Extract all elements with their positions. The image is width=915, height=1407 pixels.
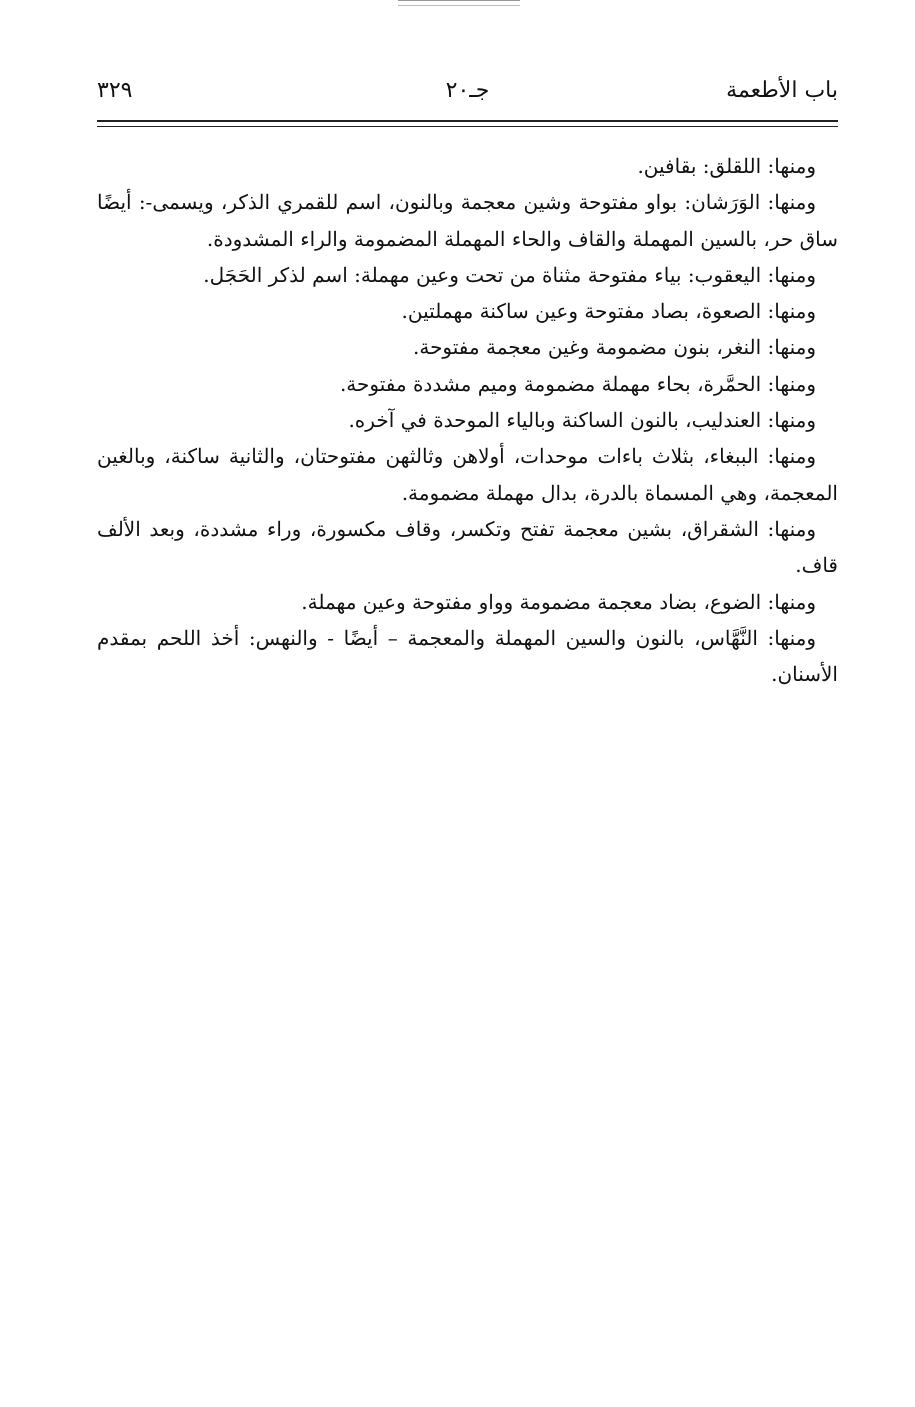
- volume-label: جـ٢٠: [445, 78, 490, 103]
- main-text: [97, 148, 838, 692]
- paragraph-sawa: ومنها: الصعوة، بصاد مفتوحة وعين ساكنة مهملتين.: [401, 299, 816, 324]
- header-divider: [97, 120, 838, 127]
- paragraph-andalib: ومنها: العندليب، بالنون الساكنة وبالياء الموحدة في آخره.: [348, 408, 816, 433]
- page-number: ٣٢٩: [97, 78, 133, 103]
- paragraph-warashan: ومنها: الوَرَشان: بواو مفتوحة وشين معجمة وبالنون، اسم للقمري الذكر، ويسمى-: أيضًا ساق حر، بالسين المهملة والقاف والحاء المهملة المضمومة والراء المشدودة.: [97, 190, 838, 251]
- paragraph-nughar: ومنها: النغر، بنون مضمومة وغين معجمة مفتوحة.: [412, 335, 816, 360]
- paragraph-nahhas: ومنها: النَّهَّاس، بالنون والسين المهملة والمعجمة – أيضًا - والنهس: أخذ اللحم بمقدم الأسنان.: [97, 625, 838, 687]
- running-header: [97, 78, 838, 118]
- chapter-title: باب الأطعمة: [726, 78, 838, 103]
- paragraph-shiqraq: ومنها: الشقراق، بشين معجمة تفتح وتكسر، وقاف مكسورة، وراء مشددة، وبعد الألف قاف.: [97, 516, 838, 578]
- paragraph-hummara: ومنها: الحمَّرة، بحاء مهملة مضمومة وميم مشددة مفتوحة.: [339, 371, 816, 396]
- paragraph-laqlaq: ومنها: اللقلق: بقافين.: [637, 154, 816, 178]
- paragraph-yaqub: ومنها: اليعقوب: بياء مفتوحة مثناة من تحت وعين مهملة: اسم لذكر الحَجَل.: [203, 262, 816, 287]
- paragraph-dawa: ومنها: الضوع، بضاد معجمة مضمومة وواو مفتوحة وعين مهملة.: [301, 589, 816, 614]
- paragraph-babgha: ومنها: الببغاء، بثلاث باءات موحدات، أولاهن وثالثهن مفتوحتان، والثانية ساكنة، وبالغين المعجمة، وهي المسماة بالدرة، بدال مهملة مضمومة.: [97, 444, 838, 505]
- top-decorative-line: [398, 0, 520, 6]
